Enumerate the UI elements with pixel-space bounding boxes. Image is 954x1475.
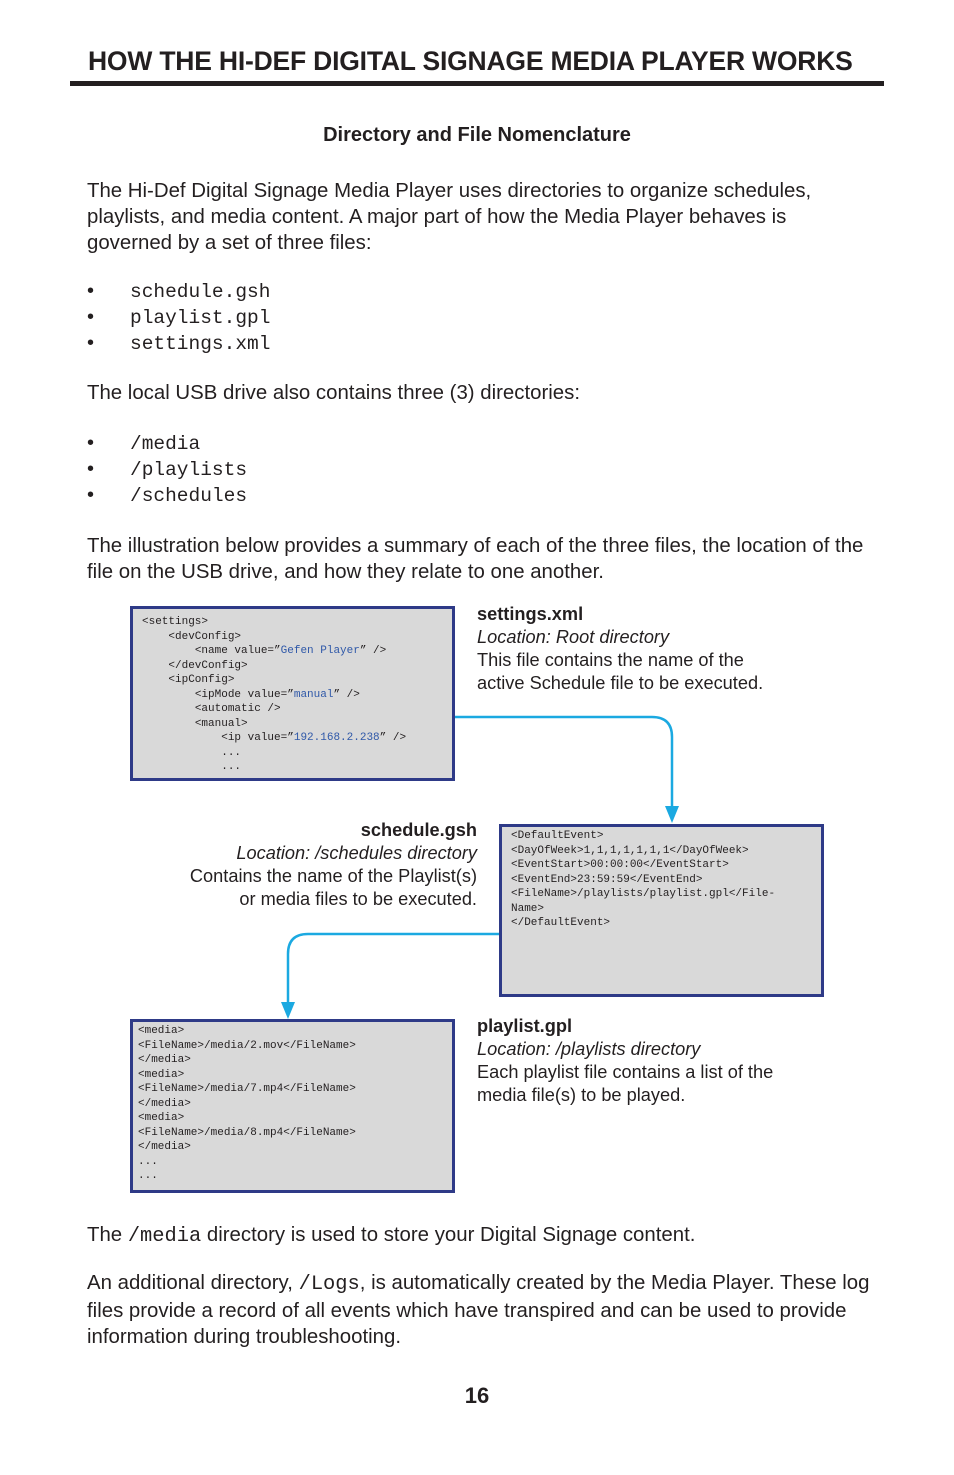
code-line: <media> — [138, 1112, 185, 1124]
code-line: <FileName>/playlists/playlist.gpl</File- — [511, 888, 776, 900]
code-line: <ipMode value=”manual” /> — [194, 688, 360, 701]
bullet-icon: • — [87, 306, 95, 328]
arrowhead-icon — [281, 1002, 295, 1019]
caption-title: schedule.gsh — [360, 820, 477, 840]
code-line: <FileName>/media/7.mp4</FileName> — [138, 1083, 356, 1095]
caption-description: Contains the name of the Playlist(s) — [189, 866, 477, 886]
settings-to-schedule-arrow — [455, 717, 672, 808]
caption-description: active Schedule file to be executed. — [477, 673, 764, 693]
directory-name: /playlists — [130, 459, 248, 481]
schedule-gsh-code-box — [499, 824, 824, 997]
media-directory-note: The /media directory is used to store your Digital Signage content. — [87, 1224, 696, 1248]
caption-description: or media files to be executed. — [239, 889, 477, 909]
file-name: schedule.gsh — [130, 281, 271, 303]
bullet-icon: • — [87, 280, 95, 302]
media-directory-name: /media — [127, 1225, 202, 1248]
caption-description: This file contains the name of the — [477, 650, 744, 670]
bullet-icon: • — [87, 458, 95, 480]
file-name: playlist.gpl — [130, 307, 271, 329]
schedule-to-playlist-arrow — [288, 934, 500, 1004]
code-line: <media> — [138, 1068, 185, 1081]
bullet-icon: • — [87, 484, 95, 506]
bullet-icon: • — [87, 332, 95, 354]
code-line: </media> — [138, 1054, 191, 1066]
logs-directory-name: /Logs — [298, 1273, 360, 1296]
caption-title: playlist.gpl — [477, 1016, 572, 1036]
caption-title: settings.xml — [477, 604, 584, 624]
code-line: <devConfig> — [168, 630, 242, 643]
code-line: </media> — [138, 1097, 191, 1110]
code-line: <automatic /> — [194, 703, 281, 715]
code-line: ... — [138, 1170, 158, 1182]
code-line: ... — [221, 761, 242, 773]
schedule-gsh-caption — [190, 819, 477, 911]
code-line: <manual> — [194, 717, 248, 730]
code-line: <settings> — [142, 616, 209, 628]
code-line: ... — [138, 1155, 158, 1168]
code-line: <DefaultEvent> — [511, 830, 604, 842]
logs-directory-note: An additional directory, /Logs, is automatically created by the Media Player. These log files provide a record of all events which have transpired and can be used to provide information during troubleshooting. — [87, 1272, 870, 1348]
caption-description: media file(s) to be played. — [477, 1085, 686, 1105]
illustration-intro: The illustration below provides a summary of each of the three files, the location of the file on the USB drive, and how they relate to one another. — [87, 535, 864, 583]
code-line: <ip value=”192.168.2.238” /> — [221, 732, 407, 744]
code-line: </media> — [138, 1141, 191, 1153]
caption-description: Each playlist file contains a list of the — [477, 1062, 774, 1082]
code-line: ... — [221, 746, 242, 759]
settings-xml-caption — [477, 603, 763, 695]
caption-location: Location: /playlists directory — [477, 1039, 701, 1059]
caption-location: Location: /schedules directory — [236, 843, 477, 863]
caption-location: Location: Root directory — [477, 627, 670, 647]
code-line: <EventStart>00:00:00</EventStart> — [511, 859, 729, 871]
section-heading: Directory and File Nomenclature — [323, 124, 631, 146]
code-line: <ipConfig> — [168, 674, 235, 686]
bullet-icon: • — [87, 432, 95, 454]
code-line: Name> — [511, 902, 545, 915]
code-line: <FileName>/media/8.mp4</FileName> — [138, 1126, 356, 1139]
settings-xml-code-box — [130, 606, 455, 781]
code-line: <EventEnd>23:59:59</EventEnd> — [511, 873, 703, 886]
page-title: HOW THE HI-DEF DIGITAL SIGNAGE MEDIA PLAYER WORKS — [88, 46, 853, 76]
code-line: <DayOfWeek>1,1,1,1,1,1,1</DayOfWeek> — [511, 844, 749, 857]
playlist-gpl-caption — [477, 1015, 773, 1107]
code-line: </DefaultEvent> — [511, 917, 611, 929]
intro-paragraph: The Hi-Def Digital Signage Media Player uses directories to organize schedules, playlists, and media content. A major part of how the Media Player behaves is governed by a set of three files: — [87, 180, 812, 254]
code-line: <name value=”Gefen Player” /> — [194, 645, 387, 657]
code-line: <FileName>/media/2.mov</FileName> — [138, 1039, 356, 1052]
directories-intro: The local USB drive also contains three (3) directories: — [87, 382, 580, 404]
code-line: </devConfig> — [168, 659, 248, 672]
code-line: <media> — [138, 1025, 185, 1037]
playlist-gpl-code-box — [130, 1019, 455, 1193]
page-number: 16 — [464, 1383, 490, 1408]
arrowhead-icon — [665, 806, 679, 823]
file-name: settings.xml — [130, 333, 271, 355]
directory-name: /schedules — [130, 485, 248, 507]
directory-name: /media — [130, 433, 201, 455]
